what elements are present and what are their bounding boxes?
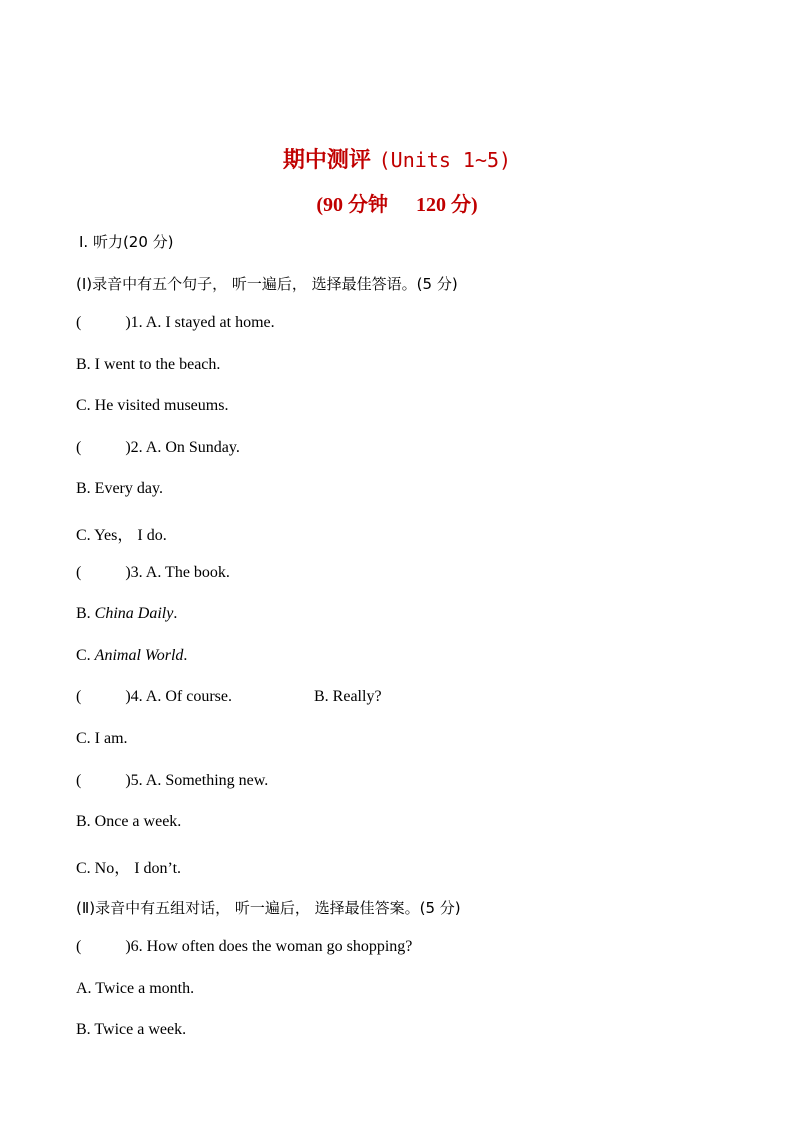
- part1-instruction: (Ⅰ)录音中有五个句子， 听一遍后， 选择最佳答语。(5 分): [76, 275, 458, 293]
- option-b: B. China Daily.: [76, 605, 178, 622]
- question-stem: )5. A. Something new.: [125, 772, 269, 789]
- option-c: C. Animal World.: [76, 647, 188, 664]
- option-c: C. Yes， I do.: [76, 527, 167, 544]
- part2-instruction: (Ⅱ)录音中有五组对话， 听一遍后， 选择最佳答案。(5 分): [76, 899, 461, 917]
- newspaper-title: China Daily: [94, 605, 174, 622]
- option-b: B. Once a week.: [76, 813, 182, 830]
- option-c: C. He visited museums.: [76, 397, 229, 414]
- exam-time: (90 分钟: [316, 194, 388, 216]
- question-6: [76, 938, 412, 956]
- answer-bracket: (: [76, 688, 82, 705]
- answer-bracket: (: [76, 772, 82, 789]
- question-stem: )6. How often does the woman go shopping?: [125, 938, 413, 955]
- answer-bracket: (: [76, 564, 82, 581]
- exam-subtitle: [0, 188, 794, 217]
- title-chinese: 期中测评: [282, 148, 371, 173]
- option-c: C. I am.: [76, 730, 128, 747]
- title-units: (Units 1~5): [378, 148, 512, 172]
- option-b: B. I went to the beach.: [76, 356, 221, 373]
- question-stem: )2. A. On Sunday.: [125, 439, 240, 456]
- option-a: A. Twice a month.: [76, 980, 195, 997]
- question-2: [76, 439, 240, 457]
- option-c: C. No， I don’t.: [76, 860, 182, 877]
- tv-show-title: Animal World: [94, 647, 184, 664]
- answer-bracket: (: [76, 439, 82, 456]
- answer-bracket: (: [76, 314, 82, 331]
- question-stem: )3. A. The book.: [125, 564, 230, 581]
- option-b: B. Twice a week.: [76, 1021, 187, 1038]
- answer-bracket: (: [76, 938, 82, 955]
- option-b: B. Every day.: [76, 480, 163, 497]
- question-1: [76, 314, 275, 332]
- question-3: [76, 564, 230, 582]
- question-stem: )1. A. I stayed at home.: [125, 314, 275, 331]
- question-4: [76, 688, 382, 706]
- question-stem: )4. A. Of course.: [125, 688, 232, 705]
- question-5: [76, 772, 268, 790]
- exam-title: [0, 143, 794, 174]
- option-b: B. Really?: [314, 688, 382, 705]
- section-heading: Ⅰ. 听力(20 分): [79, 233, 174, 251]
- exam-score: 120 分): [416, 194, 478, 216]
